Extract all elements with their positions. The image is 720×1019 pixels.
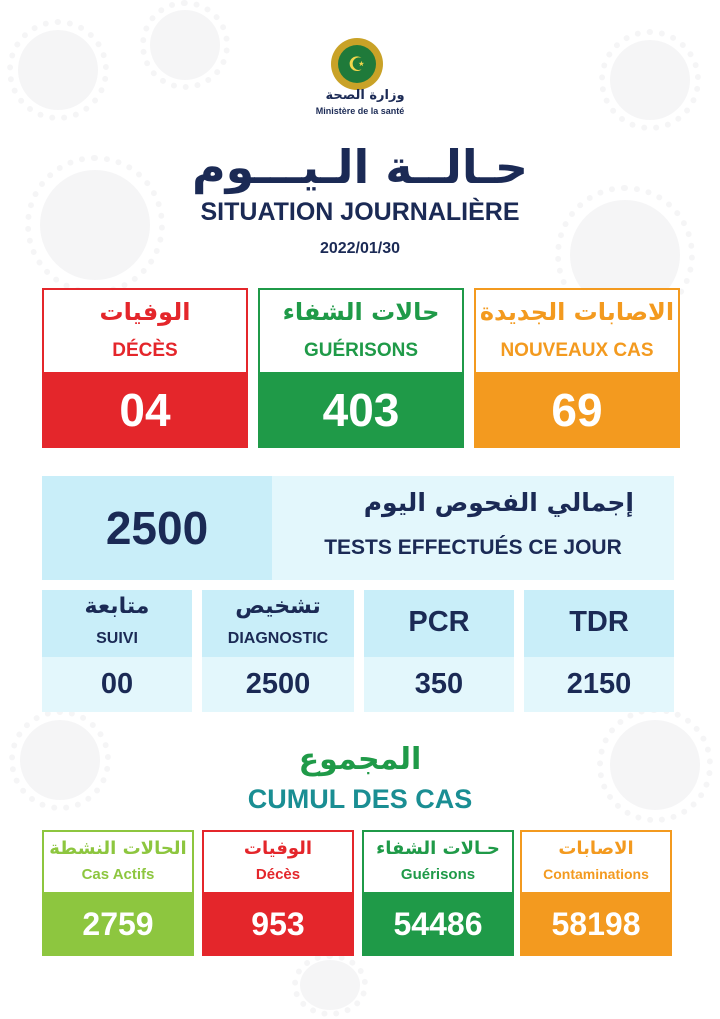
tests-suivi-label-ar: متابعة [84, 594, 150, 619]
cumulative-deaths-label-ar: الوفيات [243, 838, 313, 859]
cumulative-title-french: CUMUL DES CAS [247, 784, 473, 814]
cumulative-contaminations-card [520, 830, 672, 956]
tests-pcr-label: PCR [408, 606, 470, 638]
cumulative-active-label-ar: الحالات النشطة [49, 838, 187, 859]
star-crescent-icon: ☪ [338, 45, 376, 83]
tests-tdr-label: TDR [569, 606, 629, 638]
tests-suivi-label-fr: SUIVI [96, 630, 138, 647]
daily-recoveries-label-ar: حالات الشفاء [282, 298, 440, 326]
cumulative-active-label-fr: Cas Actifs [81, 866, 155, 883]
virus-decoration-icon [20, 720, 100, 800]
daily-deaths-label-fr: DÉCÈS [112, 340, 178, 361]
page-title-arabic: حـالــة الـيـــوم [191, 140, 529, 194]
cumulative-deaths-label-fr: Décès [255, 866, 301, 883]
cumulative-active-card [42, 830, 194, 956]
daily-deaths-card [42, 288, 248, 448]
cumulative-recoveries-card [362, 830, 514, 956]
daily-new-cases-label-ar: الاصابات الجديدة [479, 298, 675, 326]
cumulative-contaminations-value: 58198 [520, 892, 672, 956]
cumulative-active-value: 2759 [42, 892, 194, 956]
daily-deaths-label-ar: الوفيات [99, 298, 191, 326]
virus-decoration-icon [18, 30, 98, 110]
tests-total-label-ar: إجمالي الفحوص اليوم [363, 488, 634, 517]
cumulative-deaths-value: 953 [202, 892, 354, 956]
tests-diagnostic-card [202, 590, 354, 712]
virus-decoration-icon [610, 40, 690, 120]
cumulative-title-arabic: المجموع [298, 742, 422, 777]
cumulative-contaminations-label-fr: Contaminations [543, 866, 649, 882]
tests-suivi-card [42, 590, 192, 712]
tests-tdr-value: 2150 [524, 657, 674, 712]
tests-diagnostic-value: 2500 [202, 657, 354, 712]
daily-new-cases-value: 69 [474, 372, 680, 448]
daily-new-cases-label-fr: NOUVEAUX CAS [500, 340, 654, 361]
daily-recoveries-label-fr: GUÉRISONS [303, 340, 419, 361]
tests-total-label [272, 476, 674, 580]
tests-suivi-value: 00 [42, 657, 192, 712]
tests-total-label-fr: TESTS EFFECTUÉS CE JOUR [324, 536, 622, 559]
cumulative-recoveries-value: 54486 [362, 892, 514, 956]
tests-diagnostic-label-ar: تشخيص [235, 594, 321, 619]
tests-diagnostic-label-fr: DIAGNOSTIC [227, 630, 329, 647]
page-title-french: SITUATION JOURNALIÈRE [200, 198, 520, 226]
tests-pcr-value: 350 [364, 657, 514, 712]
daily-recoveries-value: 403 [258, 372, 464, 448]
virus-decoration-icon [300, 960, 360, 1010]
virus-decoration-icon [610, 720, 700, 810]
cumulative-recoveries-label-ar: حـالات الشفاء [376, 838, 500, 859]
daily-deaths-value: 04 [42, 372, 248, 448]
report-date: 2022/01/30 [319, 240, 401, 257]
cumulative-deaths-card [202, 830, 354, 956]
ministry-name-french: Ministère de la santé [315, 106, 405, 116]
daily-new-cases-card [474, 288, 680, 448]
ministry-emblem-logo [331, 38, 383, 90]
tests-tdr-card [524, 590, 674, 712]
ministry-name-arabic: وزارة الصحة [325, 88, 405, 103]
cumulative-contaminations-label-ar: الاصابات [558, 838, 634, 859]
cumulative-recoveries-label-fr: Guérisons [400, 866, 476, 883]
tests-total-value: 2500 [42, 476, 272, 580]
virus-decoration-icon [150, 10, 220, 80]
tests-pcr-card [364, 590, 514, 712]
daily-recoveries-card [258, 288, 464, 448]
